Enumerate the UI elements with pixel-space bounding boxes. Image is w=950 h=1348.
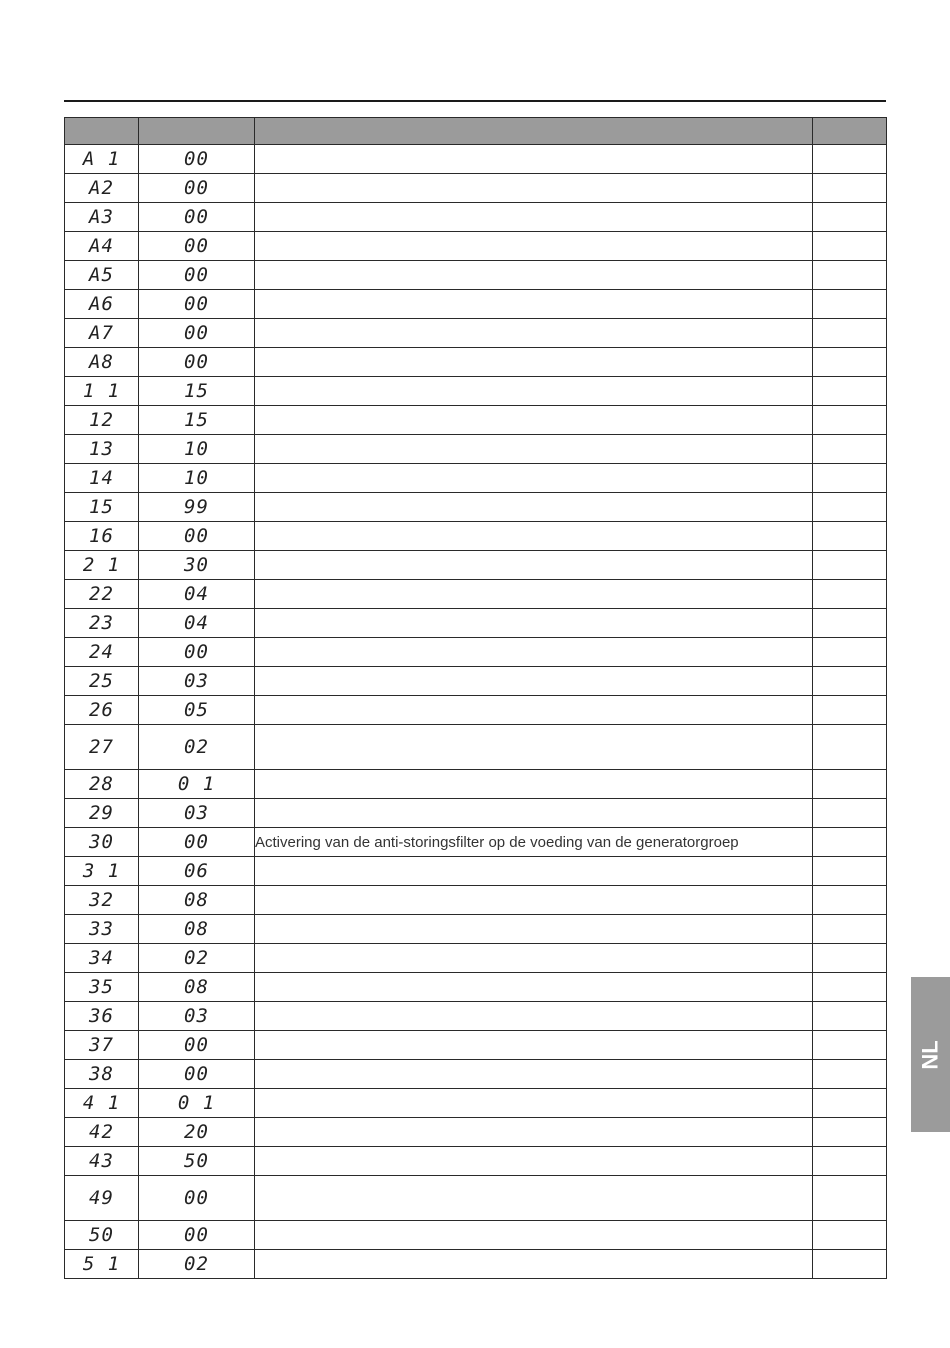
code-cell: A6 [65, 290, 139, 319]
code-cell: 2 1 [65, 551, 139, 580]
value-cell: 00 [139, 828, 255, 857]
value-cell: 00 [139, 174, 255, 203]
value-cell: 00 [139, 1031, 255, 1060]
description-cell [255, 435, 813, 464]
code-cell: 34 [65, 944, 139, 973]
value-cell: 04 [139, 609, 255, 638]
table-row [65, 1147, 887, 1176]
value-cell: 03 [139, 799, 255, 828]
value-cell: 10 [139, 435, 255, 464]
value-cell: 15 [139, 406, 255, 435]
extra-cell [813, 174, 887, 203]
value-cell: 00 [139, 232, 255, 261]
extra-cell [813, 493, 887, 522]
table-row [65, 799, 887, 828]
code-cell: 16 [65, 522, 139, 551]
description-cell [255, 1147, 813, 1176]
table-row [65, 464, 887, 493]
language-tab-label: NL [917, 1039, 943, 1070]
code-cell: A4 [65, 232, 139, 261]
value-cell: 00 [139, 522, 255, 551]
description-cell [255, 203, 813, 232]
description-cell [255, 609, 813, 638]
description-cell [255, 638, 813, 667]
extra-cell [813, 915, 887, 944]
value-cell: 08 [139, 886, 255, 915]
table-row [65, 638, 887, 667]
value-cell: 08 [139, 973, 255, 1002]
table-row [65, 406, 887, 435]
value-cell: 00 [139, 1221, 255, 1250]
value-cell: 00 [139, 638, 255, 667]
value-cell: 0 1 [139, 770, 255, 799]
table-row [65, 609, 887, 638]
code-cell: 22 [65, 580, 139, 609]
extra-cell [813, 290, 887, 319]
extra-cell [813, 799, 887, 828]
table-row [65, 522, 887, 551]
code-cell: A2 [65, 174, 139, 203]
value-cell: 00 [139, 145, 255, 174]
value-cell: 00 [139, 319, 255, 348]
description-cell [255, 857, 813, 886]
code-cell: 24 [65, 638, 139, 667]
value-cell: 00 [139, 203, 255, 232]
extra-cell [813, 348, 887, 377]
extra-cell [813, 725, 887, 770]
value-cell: 00 [139, 1060, 255, 1089]
extra-cell [813, 828, 887, 857]
code-cell: 49 [65, 1176, 139, 1221]
code-cell: A3 [65, 203, 139, 232]
description-cell [255, 696, 813, 725]
top-rule [64, 100, 886, 102]
extra-cell [813, 973, 887, 1002]
description-cell [255, 406, 813, 435]
value-cell: 02 [139, 1250, 255, 1279]
code-cell: 32 [65, 886, 139, 915]
extra-cell [813, 667, 887, 696]
value-cell: 00 [139, 1176, 255, 1221]
code-cell: 36 [65, 1002, 139, 1031]
description-cell [255, 1176, 813, 1221]
description-cell [255, 799, 813, 828]
code-cell: 30 [65, 828, 139, 857]
description-cell [255, 464, 813, 493]
code-cell: 42 [65, 1118, 139, 1147]
description-cell [255, 319, 813, 348]
value-cell: 0 1 [139, 1089, 255, 1118]
extra-cell [813, 203, 887, 232]
description-cell [255, 551, 813, 580]
extra-cell [813, 609, 887, 638]
extra-cell [813, 145, 887, 174]
extra-cell [813, 1031, 887, 1060]
description-cell [255, 667, 813, 696]
table-row [65, 857, 887, 886]
code-cell: A5 [65, 261, 139, 290]
extra-cell [813, 406, 887, 435]
table-row [65, 319, 887, 348]
table-body [65, 145, 887, 1279]
table-row [65, 944, 887, 973]
value-cell: 03 [139, 1002, 255, 1031]
extra-cell [813, 464, 887, 493]
code-cell: 35 [65, 973, 139, 1002]
code-cell: 3 1 [65, 857, 139, 886]
table-row [65, 551, 887, 580]
description-cell [255, 145, 813, 174]
table-row [65, 232, 887, 261]
extra-cell [813, 1060, 887, 1089]
table-row [65, 1060, 887, 1089]
code-cell: 13 [65, 435, 139, 464]
description-cell: Activering van de anti-storingsfilter op de voeding van de generatorgroep [255, 828, 813, 857]
extra-cell [813, 1176, 887, 1221]
code-cell: 23 [65, 609, 139, 638]
language-tab [911, 977, 950, 1132]
description-cell [255, 348, 813, 377]
extra-cell [813, 377, 887, 406]
value-cell: 99 [139, 493, 255, 522]
extra-cell [813, 261, 887, 290]
value-cell: 02 [139, 725, 255, 770]
table-row [65, 1118, 887, 1147]
extra-cell [813, 1089, 887, 1118]
description-cell [255, 377, 813, 406]
description-cell [255, 944, 813, 973]
value-cell: 50 [139, 1147, 255, 1176]
value-cell: 02 [139, 944, 255, 973]
description-cell [255, 1002, 813, 1031]
code-cell: 43 [65, 1147, 139, 1176]
extra-cell [813, 1221, 887, 1250]
extra-cell [813, 435, 887, 464]
code-cell: A7 [65, 319, 139, 348]
table-row [65, 696, 887, 725]
table-row [65, 886, 887, 915]
extra-cell [813, 944, 887, 973]
extra-cell [813, 580, 887, 609]
table-row [65, 1250, 887, 1279]
description-cell [255, 290, 813, 319]
extra-cell [813, 1250, 887, 1279]
extra-cell [813, 696, 887, 725]
table-row [65, 1089, 887, 1118]
table-row [65, 145, 887, 174]
code-cell: 26 [65, 696, 139, 725]
code-cell: 5 1 [65, 1250, 139, 1279]
code-cell: 14 [65, 464, 139, 493]
table-row [65, 1002, 887, 1031]
description-cell [255, 580, 813, 609]
table-header [65, 118, 887, 145]
extra-cell [813, 319, 887, 348]
table-row [65, 1176, 887, 1221]
extra-cell [813, 1002, 887, 1031]
description-cell [255, 886, 813, 915]
description-cell [255, 1031, 813, 1060]
value-cell: 06 [139, 857, 255, 886]
description-cell [255, 725, 813, 770]
extra-cell [813, 886, 887, 915]
extra-cell [813, 232, 887, 261]
parameters-table [64, 117, 887, 1279]
extra-cell [813, 1147, 887, 1176]
extra-cell [813, 770, 887, 799]
header-code [65, 118, 139, 145]
table-row [65, 828, 887, 857]
value-cell: 00 [139, 348, 255, 377]
table-row [65, 290, 887, 319]
value-cell: 00 [139, 261, 255, 290]
value-cell: 04 [139, 580, 255, 609]
value-cell: 30 [139, 551, 255, 580]
code-cell: 27 [65, 725, 139, 770]
code-cell: 37 [65, 1031, 139, 1060]
code-cell: 15 [65, 493, 139, 522]
code-cell: 12 [65, 406, 139, 435]
header-extra [813, 118, 887, 145]
description-cell [255, 493, 813, 522]
code-cell: 38 [65, 1060, 139, 1089]
table-row [65, 435, 887, 464]
table-row [65, 1031, 887, 1060]
table-row [65, 348, 887, 377]
description-cell [255, 1060, 813, 1089]
table-row [65, 580, 887, 609]
value-cell: 05 [139, 696, 255, 725]
table-row [65, 1221, 887, 1250]
table-row [65, 203, 887, 232]
header-description [255, 118, 813, 145]
value-cell: 00 [139, 290, 255, 319]
description-cell [255, 1250, 813, 1279]
extra-cell [813, 522, 887, 551]
table-row [65, 667, 887, 696]
code-cell: 33 [65, 915, 139, 944]
table-row [65, 725, 887, 770]
table-row [65, 174, 887, 203]
code-cell: 4 1 [65, 1089, 139, 1118]
description-cell [255, 232, 813, 261]
code-cell: 1 1 [65, 377, 139, 406]
description-cell [255, 770, 813, 799]
description-cell [255, 522, 813, 551]
value-cell: 20 [139, 1118, 255, 1147]
table-row [65, 261, 887, 290]
description-cell [255, 1221, 813, 1250]
table-row [65, 493, 887, 522]
table-row [65, 915, 887, 944]
table-row [65, 973, 887, 1002]
table-row [65, 377, 887, 406]
value-cell: 03 [139, 667, 255, 696]
description-cell [255, 1089, 813, 1118]
header-value [139, 118, 255, 145]
value-cell: 15 [139, 377, 255, 406]
code-cell: 25 [65, 667, 139, 696]
code-cell: A 1 [65, 145, 139, 174]
description-cell [255, 174, 813, 203]
extra-cell [813, 1118, 887, 1147]
description-cell [255, 973, 813, 1002]
code-cell: A8 [65, 348, 139, 377]
description-cell [255, 1118, 813, 1147]
extra-cell [813, 551, 887, 580]
value-cell: 10 [139, 464, 255, 493]
code-cell: 28 [65, 770, 139, 799]
description-cell [255, 915, 813, 944]
value-cell: 08 [139, 915, 255, 944]
code-cell: 29 [65, 799, 139, 828]
extra-cell [813, 638, 887, 667]
description-cell [255, 261, 813, 290]
code-cell: 50 [65, 1221, 139, 1250]
extra-cell [813, 857, 887, 886]
table-row [65, 770, 887, 799]
